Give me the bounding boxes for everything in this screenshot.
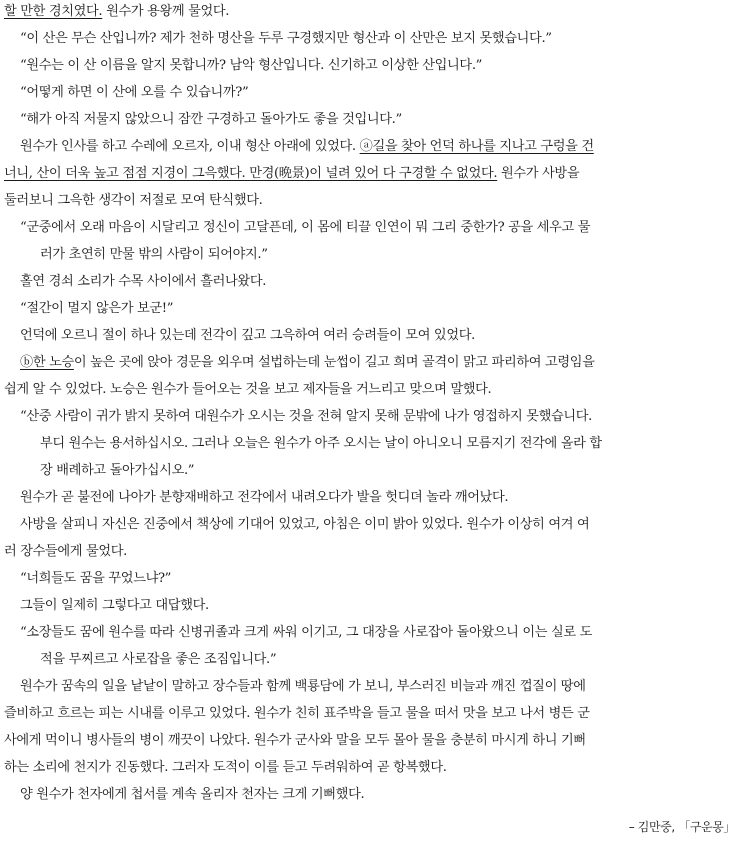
line-text: “해가 아직 저물지 않았으니 잠깐 구경하고 돌아가도 좋을 것입니다.” xyxy=(20,112,402,127)
line-text: 부디 원수는 용서하십시오. 그러나 오늘은 원수가 아주 오시는 날이 아니오니 모름지기 전각에 올라 합 xyxy=(40,436,602,451)
line-text: 하는 소리에 천지가 진동했다. 그러자 도적이 이를 듣고 두려워하여 곧 항복했다. xyxy=(4,760,447,775)
passage-line xyxy=(0,731,741,751)
line-text: 사에게 먹이니 병사들의 병이 깨끗이 나았다. 원수가 군사와 말을 모두 몰아 물을 충분히 마시게 하니 기뻐 xyxy=(4,733,586,748)
passage-line xyxy=(0,353,743,373)
passage-line xyxy=(0,272,743,292)
passage-line xyxy=(0,29,743,49)
line-text: 이 높은 곳에 앉아 경문을 외우며 설법하는데 눈썹이 길고 희며 골격이 맑고 파리하여 고령임을 xyxy=(73,355,595,370)
line-text: “어떻게 하면 이 산에 오를 수 있습니까?” xyxy=(20,85,249,100)
line-text: “절간이 멀지 않은가 보군!” xyxy=(20,301,174,316)
line-text: 쉽게 알 수 있었다. 노승은 원수가 들어오는 것을 보고 제자들을 거느리고 맞으며 말했다. xyxy=(4,382,492,397)
line-text: 양 원수가 천자에게 첩서를 계속 올리자 천자는 크게 기뻐했다. xyxy=(20,787,365,802)
passage-line xyxy=(0,569,743,589)
passage-line xyxy=(0,488,743,508)
line-text: 원수가 꿈속의 일을 낱낱이 말하고 장수들과 함께 백룡담에 가 보니, 부스러진 비늘과 깨진 껍질이 땅에 xyxy=(20,679,586,694)
passage-line xyxy=(0,677,743,697)
passage-line xyxy=(0,515,743,535)
line-text: 원수가 인사를 하고 수레에 오르자, 이내 형산 아래에 있었다. xyxy=(20,139,360,154)
line-text: “군중에서 오래 마음이 시달리고 정신이 고달픈데, 이 몸에 티끌 인연이 뭐 그리 중한가? 공을 세우고 물 xyxy=(20,220,591,235)
passage-line xyxy=(0,218,743,238)
passage-line xyxy=(0,164,741,184)
line-text: “산중 사람이 귀가 밝지 못하여 대원수가 오시는 것을 전혀 알지 못해 문밖에 나가 영접하지 못했습니다. xyxy=(20,409,592,424)
line-text: 원수가 곧 불전에 나아가 분향재배하고 전각에서 내려오다가 발을 헛디뎌 놀라 깨어났다. xyxy=(20,490,509,505)
underlined-phrase-b: ⓑ한 노승 xyxy=(20,355,74,370)
line-text: 홀연 경쇠 소리가 수목 사이에서 흘러나왔다. xyxy=(20,274,267,289)
line-text: “소장들도 꿈에 원수를 따라 신병귀졸과 크게 싸워 이기고, 그 대장을 사로잡아 돌아왔으니 이는 실로 도 xyxy=(20,625,592,640)
line-text: “너희들도 꿈을 꾸었느냐?” xyxy=(20,571,172,586)
passage-line xyxy=(0,2,741,22)
passage-line xyxy=(0,623,743,643)
line-text: 러가 초연히 만물 밖의 사람이 되어야지.” xyxy=(40,247,268,262)
passage-line xyxy=(0,137,743,157)
passage-line xyxy=(0,380,741,400)
underlined-phrase-a: ⓐ길을 찾아 언덕 하나를 지나고 구렁을 건 xyxy=(359,139,594,154)
passage-line xyxy=(0,191,741,211)
line-text: “원수는 이 산 이름을 알지 못합니까? 남악 형산입니다. 신기하고 이상한 산입니다.” xyxy=(20,58,483,73)
source-citation: – 김만중, 「구운몽」 xyxy=(628,820,735,834)
passage-line xyxy=(0,650,743,670)
line-text: 원수가 사방을 xyxy=(497,166,580,181)
passage-line xyxy=(0,326,743,346)
passage-line xyxy=(0,434,743,454)
underlined-phrase-a: 너니, 산이 더욱 높고 점점 지경이 그윽했다. 만경(晩景)이 널려 있어 다 구경할 수 없었다. xyxy=(4,166,498,181)
line-text: 둘러보니 그윽한 생각이 저절로 모여 탄식했다. xyxy=(4,193,263,208)
passage-line xyxy=(0,110,743,130)
passage-line xyxy=(0,461,743,481)
line-text: 러 장수들에게 물었다. xyxy=(4,544,128,559)
line-text: 언덕에 오르니 절이 하나 있는데 전각이 깊고 그윽하여 여러 승려들이 모여 있었다. xyxy=(20,328,475,343)
line-text: 사방을 살피니 자신은 진중에서 책상에 기대어 있었고, 아침은 이미 밝아 있었다. 원수가 이상히 여겨 여 xyxy=(20,517,590,532)
passage-line xyxy=(0,542,741,562)
line-text: 적을 무찌르고 사로잡을 좋은 조짐입니다.” xyxy=(40,652,277,667)
passage-line xyxy=(0,704,741,724)
passage-line xyxy=(0,299,743,319)
passage-line xyxy=(0,596,743,616)
passage-line xyxy=(0,407,743,427)
line-text: 즐비하고 흐르는 피는 시내를 이루고 있었다. 원수가 친히 표주박을 들고 물을 떠서 맛을 보고 나서 병든 군 xyxy=(4,706,590,721)
passage-line xyxy=(0,245,743,265)
line-text: “이 산은 무슨 산입니까? 제가 천하 명산을 두루 구경했지만 형산과 이 산만은 보지 못했습니다.” xyxy=(20,31,552,46)
line-text: 장 배례하고 돌아가십시오.” xyxy=(40,463,195,478)
underlined-phrase: 할 만한 경치였다. xyxy=(4,4,103,19)
passage-line xyxy=(0,785,743,805)
passage-line xyxy=(0,758,741,778)
passage-line xyxy=(0,56,743,76)
passage-line xyxy=(0,83,743,103)
line-text: 그들이 일제히 그렇다고 대답했다. xyxy=(20,598,209,613)
line-text: 원수가 용왕께 물었다. xyxy=(102,4,230,19)
